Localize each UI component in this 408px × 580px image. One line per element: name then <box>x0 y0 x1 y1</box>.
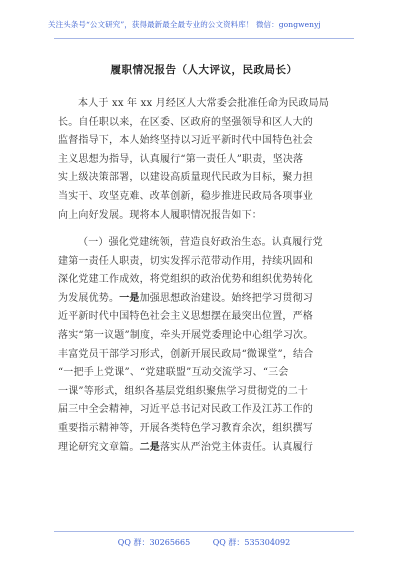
text-line: 主义思想为指导，认真履行“第一责任人”职责，坚决落 <box>58 153 304 165</box>
paragraph-section-1 <box>58 234 350 457</box>
header-divider <box>54 38 354 39</box>
footer-divider <box>54 531 354 532</box>
text-line: 重要指示精神等，开展各类特色学习教育余次，组织撰写 <box>58 422 313 434</box>
emphasis-marker: 二是 <box>139 441 161 453</box>
text-line: 实上级决策部署，以建设高质量现代民政为目标，聚力担 <box>58 172 313 184</box>
header-banner: 关注头条号“公文研究”，获得最新最全最专业的公文资料库！ 微信：gongwenyj <box>48 20 321 29</box>
text-line: 丰富党员干部学习形式，创新开展民政局“微课堂”，结合 <box>58 348 314 360</box>
text-line: 届三中全会精神，习近平总书记对民政工作及江苏工作的 <box>58 404 313 416</box>
text-fragment: 加强思想政治建设。始终把学习贯彻习 <box>139 292 314 304</box>
text-line: “一把手上党课”、“党建联盟”互动交流学习、“三会 <box>58 367 289 379</box>
text-line: 一课”等形式，组织各基层党组织聚焦学习贯彻党的二十 <box>58 385 309 397</box>
text-line: 深化党建工作成效，将党组织的政治优势和组织优势转化 <box>58 274 313 286</box>
text-line: 本人于 xx 年 xx 月经区人大常委会批准任命为民政局局 <box>78 98 330 109</box>
text-line: （一）强化党建统领，营造良好政治生态。认真履行党 <box>78 237 323 248</box>
emphasis-marker: 一是 <box>119 292 140 304</box>
paragraph-intro <box>58 95 350 225</box>
text-fragment: 落实从严治党主体责任。认真履行 <box>160 441 314 453</box>
text-line: 监督指导下，本人始终坚持以习近平新时代中国特色社会 <box>58 135 313 147</box>
footer-qq-group-1: QQ 群：30265665 <box>117 538 191 547</box>
text-line: 落实“第一议题”制度，牵头开展党委理论中心组学习次。 <box>58 329 314 341</box>
footer <box>0 537 408 548</box>
text-line-with-emphasis <box>58 439 350 458</box>
text-line: 近平新时代中国特色社会主义思想摆在最突出位置，严格 <box>58 311 313 323</box>
document-title: 履职情况报告（人大评议，民政局长） <box>110 64 298 76</box>
footer-qq-group-2: QQ 群：535304092 <box>212 538 291 547</box>
text-fragment: 理论研究文章篇。 <box>58 441 140 453</box>
text-line-with-emphasis <box>58 290 350 309</box>
text-line: 长。自任职以来，在区委、区政府的坚强领导和区人大的 <box>58 116 313 128</box>
text-fragment: 为发展优势。 <box>58 292 120 304</box>
text-line: 向上向好发展。现将本人履职情况报告如下： <box>58 209 262 221</box>
text-line: 当实干、攻坚克难、改革创新，稳步推进民政局各项事业 <box>58 190 313 202</box>
text-line: 建第一责任人职责，切实发挥示范带动作用，持续巩固和 <box>58 255 313 267</box>
